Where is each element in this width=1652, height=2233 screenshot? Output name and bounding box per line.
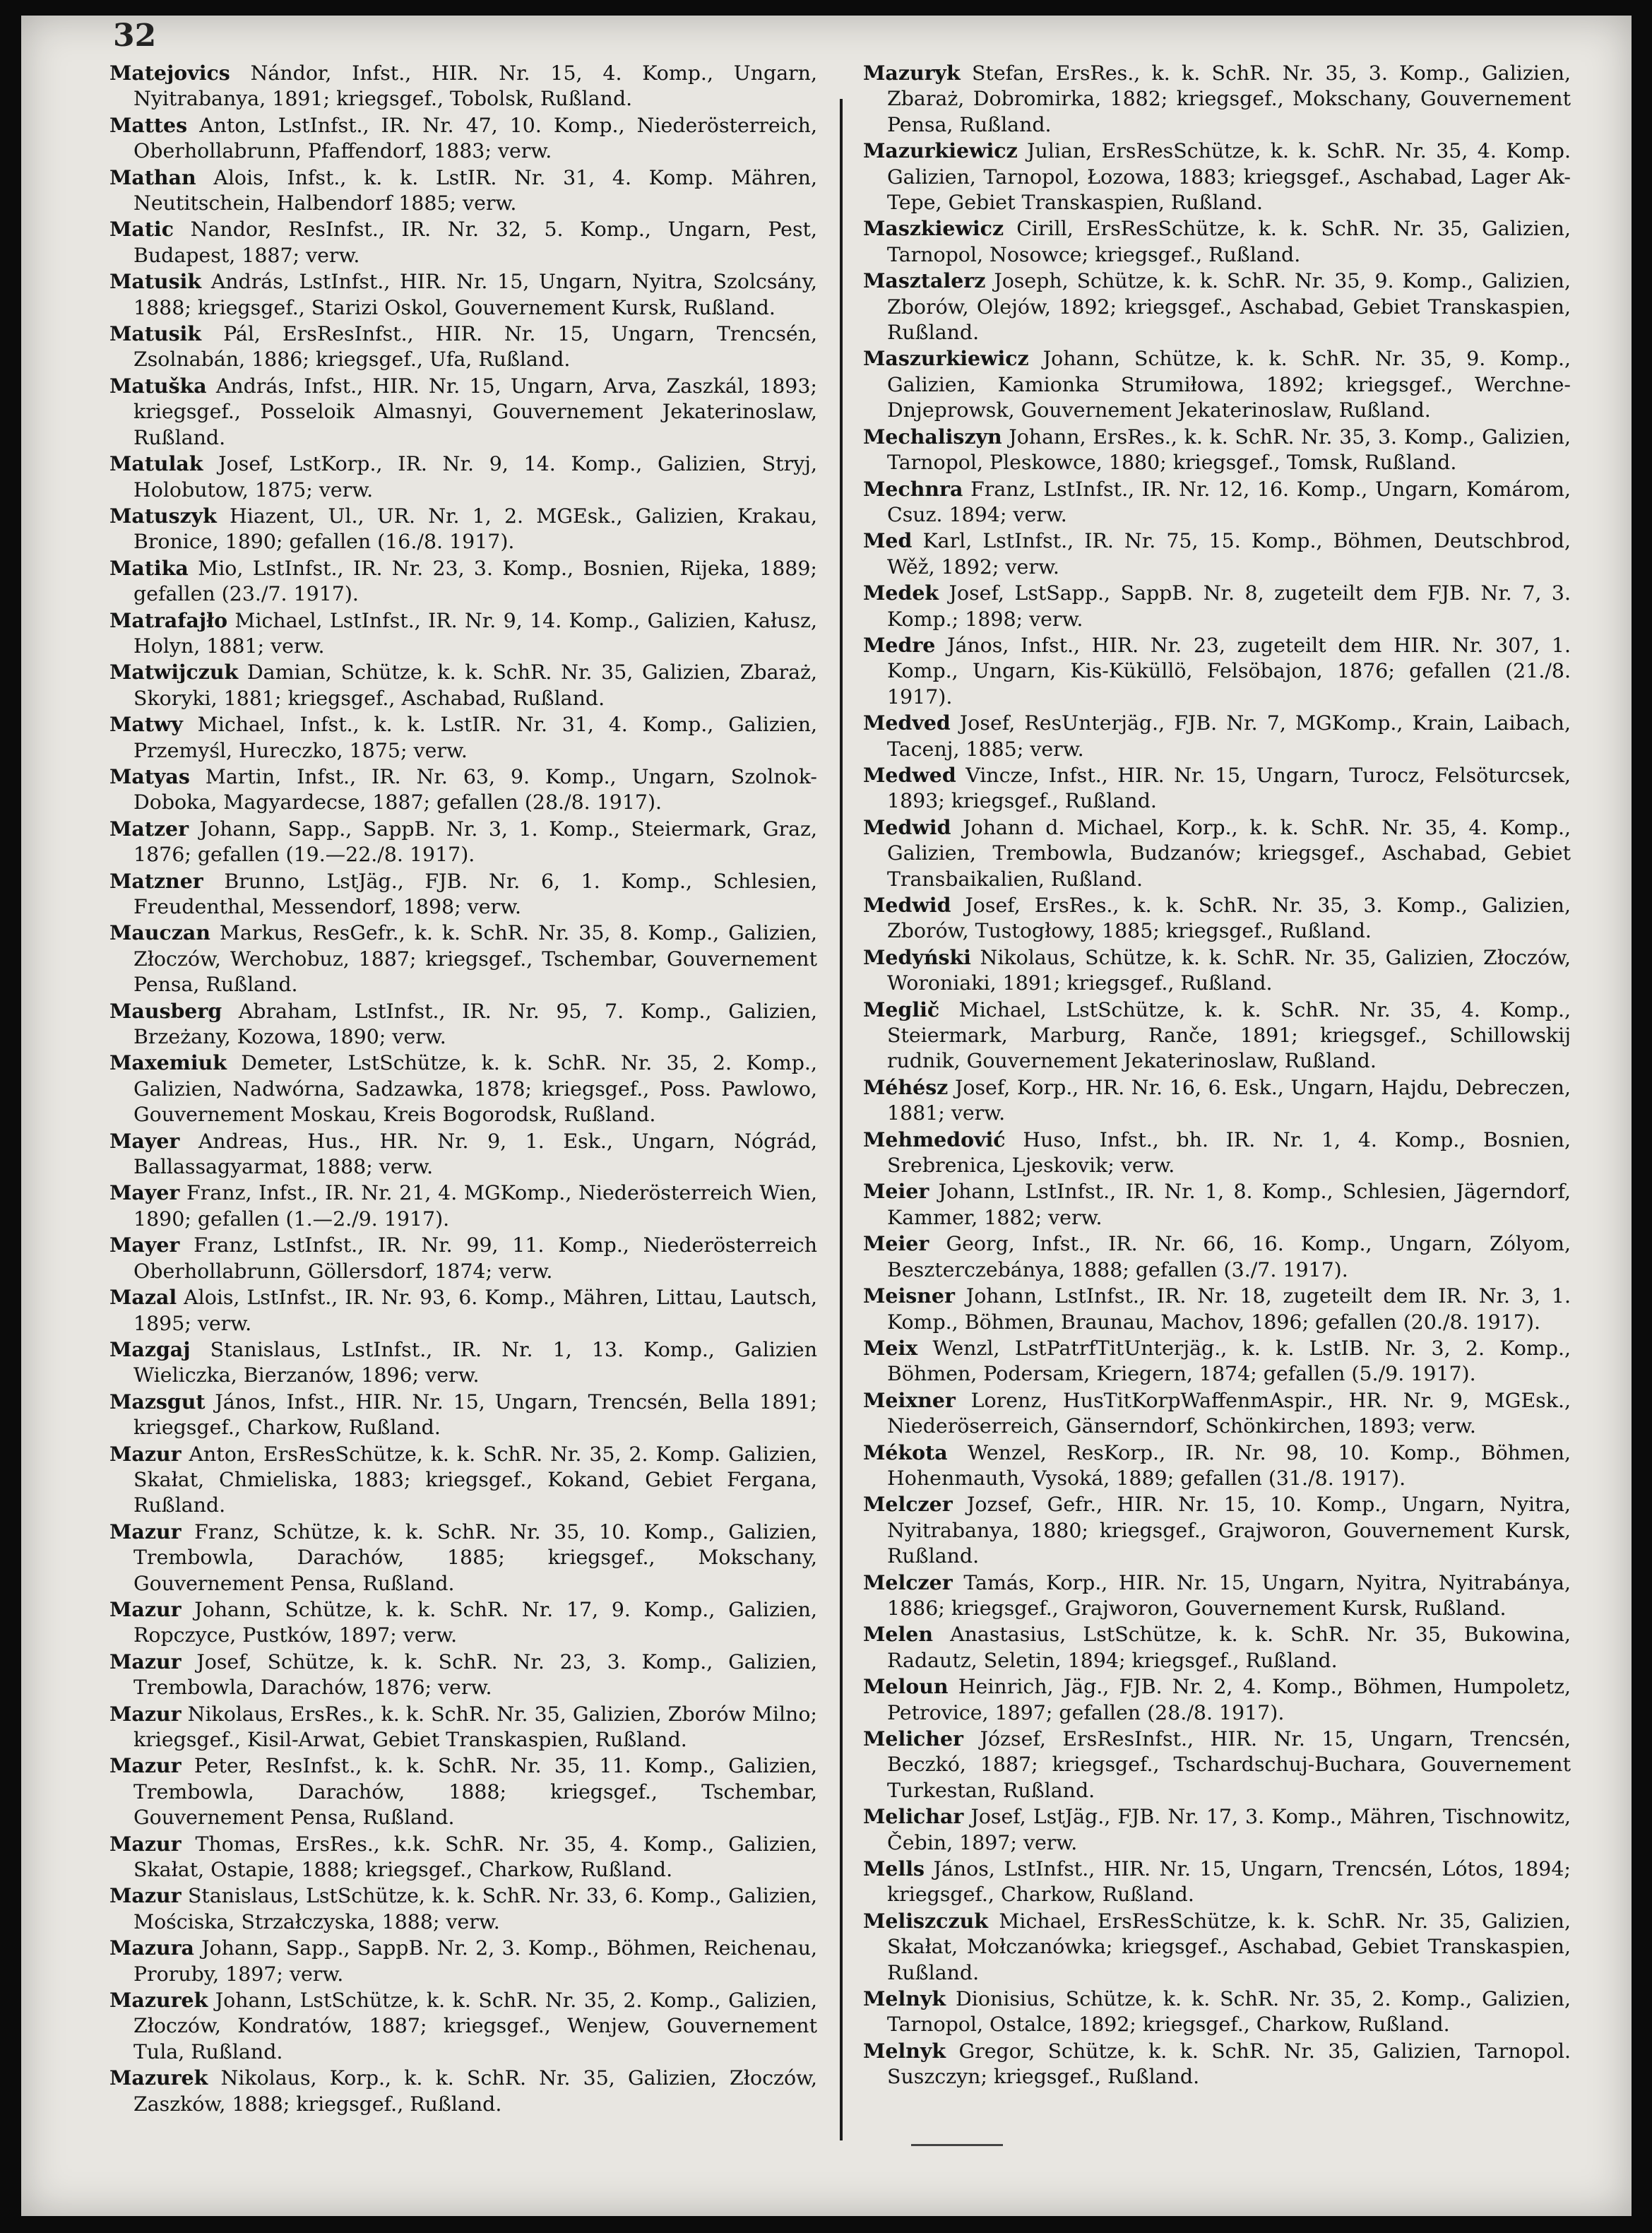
register-entry [863, 580, 1571, 632]
entry-surname: Mazur [109, 1649, 182, 1674]
entry-details: Cirill, ErsResSchütze, k. k. SchR. Nr. 35, Galizien, Tarnopol, Nosowce; kriegsgef., Rußland. [887, 217, 1571, 266]
entry-details: Lorenz, HusTitKorpWaffenmAspir., HR. Nr. 9, MGEsk., Niederöserreich, Gänserndorf, Schönkirchen, 1893; verw. [887, 1388, 1571, 1438]
entry-details: Abraham, LstInfst., IR. Nr. 95, 7. Komp., Galizien, Brzeżany, Kozowa, 1890; verw. [133, 999, 817, 1049]
right-column [863, 60, 1571, 2090]
register-entry [109, 1128, 817, 1180]
entry-details: Michael, ErsResSchütze, k. k. SchR. Nr. 35, Galizien, Skałat, Mołczanówka; kriegsgef., Aschabad, Gebiet Transkaspien, Rußland. [887, 1909, 1571, 1984]
register-entry [109, 60, 817, 112]
register-entry [863, 1231, 1571, 1283]
register-entry [863, 1491, 1571, 1569]
register-entry [109, 1519, 817, 1597]
entry-surname: Mayer [109, 1128, 180, 1153]
register-entry [863, 138, 1571, 215]
entry-details: Franz, Infst., IR. Nr. 21, 4. MGKomp., Niederösterreich Wien, 1890; gefallen (1.—2./9. 1917). [133, 1181, 817, 1231]
entry-details: Huso, Infst., bh. IR. Nr. 1, 4. Komp., Bosnien, Srebrenica, Ljeskovik; verw. [887, 1127, 1571, 1178]
entry-details: Nikolaus, Schütze, k. k. SchR. Nr. 35, Galizien, Złoczów, Woroniaki, 1891; kriegsgef., Rußland. [887, 945, 1571, 995]
register-entry [863, 1074, 1571, 1127]
entry-surname: Mazsgut [109, 1389, 206, 1414]
entry-surname: Melczer [863, 1492, 953, 1517]
entry-surname: Meloun [863, 1674, 949, 1699]
register-entry [109, 1831, 817, 1883]
register-entry [109, 503, 817, 555]
register-entry [863, 1986, 1571, 2038]
entry-surname: Melczer [863, 1570, 953, 1594]
entry-details: Johann, ErsRes., k. k. SchR. Nr. 35, 3. Komp., Galizien, Tarnopol, Pleskowce, 1880; kriegsgef., Tomsk, Rußland. [887, 425, 1571, 475]
register-entry [863, 1127, 1571, 1179]
entry-surname: Matusik [109, 321, 202, 346]
entry-details: Josef, LstKorp., IR. Nr. 9, 14. Komp., Galizien, Stryj, Holobutow, 1875; verw. [133, 452, 817, 502]
entry-surname: Mayer [109, 1233, 180, 1257]
entry-surname: Mausberg [109, 998, 222, 1023]
entry-details: Josef, ErsRes., k. k. SchR. Nr. 35, 3. Komp., Galizien, Zborów, Tustogłowy, 1885; kriegsgef., Rußland. [887, 894, 1571, 943]
entry-surname: Maszkiewicz [863, 216, 1004, 241]
entry-details: Stanislaus, LstInfst., IR. Nr. 1, 13. Komp., Galizien Wieliczka, Bierzanów, 1896; verw. [133, 1337, 817, 1387]
entry-surname: Mazgaj [109, 1337, 191, 1361]
entry-details: Gregor, Schütze, k. k. SchR. Nr. 35, Galizien, Tarnopol. Suszczyn; kriegsgef., Rußland. [887, 2039, 1571, 2089]
entry-details: Johann, Sapp., SappB. Nr. 3, 1. Komp., Steiermark, Graz, 1876; gefallen (19.—22./8. 1917). [133, 817, 817, 867]
entry-details: Alois, LstInfst., IR. Nr. 93, 6. Komp., Mähren, Littau, Lautsch, 1895; verw. [133, 1286, 818, 1335]
entry-details: Damian, Schütze, k. k. SchR. Nr. 35, Galizien, Zbaraż, Skoryki, 1881; kriegsgef., Aschabad, Rußland. [133, 661, 818, 710]
entry-details: Anton, LstInfst., IR. Nr. 47, 10. Komp., Niederösterreich, Oberhollabrunn, Pfaffendorf, 1883; verw. [133, 113, 817, 163]
register-entry [863, 2038, 1571, 2090]
entry-surname: Mazur [109, 1753, 182, 1778]
entry-surname: Meier [863, 1231, 929, 1256]
register-entry [863, 892, 1571, 944]
entry-surname: Mechnra [863, 476, 963, 501]
entry-surname: Mazurek [109, 2066, 208, 2090]
register-entry [109, 1753, 817, 1830]
register-entry [109, 764, 817, 816]
left-column [109, 60, 817, 2117]
register-entry [863, 632, 1571, 710]
entry-surname: Mechaliszyn [863, 424, 1002, 449]
entry-details: Nikolaus, Korp., k. k. SchR. Nr. 35, Galizien, Złoczów, Zaszków, 1888; kriegsgef., Rußland. [133, 2066, 817, 2116]
entry-details: Peter, ResInfst., k. k. SchR. Nr. 35, 11. Komp., Galizien, Trembowla, Darachów, 1888; kriegsgef., Tschembar, Gouvernement Pensa, Rußland. [133, 1754, 817, 1830]
entry-details: Pál, ErsResInfst., HIR. Nr. 15, Ungarn, Trencsén, Zsolnabán, 1886; kriegsgef., Ufa, Rußland. [133, 322, 817, 372]
register-entry [863, 1570, 1571, 1622]
page-number: 32 [113, 18, 157, 54]
register-entry [109, 2065, 817, 2117]
entry-details: Johann, Schütze, k. k. SchR. Nr. 17, 9. Komp., Galizien, Ropczyce, Pustków, 1897; verw. [133, 1597, 817, 1647]
entry-details: Stefan, ErsRes., k. k. SchR. Nr. 35, 3. Komp., Galizien, Zbaraż, Dobromirka, 1882; kriegsgef., Mokschany, Gouvernement Pensa, Rußland. [887, 61, 1571, 136]
entry-details: Mio, LstInfst., IR. Nr. 23, 3. Komp., Bosnien, Rijeka, 1889; gefallen (23./7. 1917). [133, 556, 817, 606]
entry-details: Anton, ErsResSchütze, k. k. SchR. Nr. 35, 2. Komp. Galizien, Skałat, Chmieliska, 1883; kriegsgef., Kokand, Gebiet Fergana, Rußland. [133, 1442, 817, 1517]
entry-surname: Medwed [863, 762, 956, 787]
entry-surname: Matejovics [109, 61, 230, 85]
register-entry [109, 1883, 817, 1935]
entry-details: András, LstInfst., HIR. Nr. 15, Ungarn, Nyitra, Szolcsány, 1888; kriegsgef., Starizi Oskol, Gouvernement Kursk, Rußland. [133, 270, 817, 319]
entry-details: János, LstInfst., HIR. Nr. 15, Ungarn, Trencsén, Lótos, 1894; kriegsgef., Charkow, Rußland. [887, 1857, 1571, 1907]
entry-details: Joseph, Schütze, k. k. SchR. Nr. 35, 9. Komp., Galizien, Zborów, Olejów, 1892; kriegsgef., Aschabad, Gebiet Transkaspien, Rußland. [887, 269, 1571, 345]
register-entry [109, 1649, 817, 1701]
entry-details: Johann, LstSchütze, k. k. SchR. Nr. 35, 2. Komp., Galizien, Złoczów, Kondratów, 1887; kriegsgef., Wenjew, Gouvernement Tula, Rußland. [133, 1989, 817, 2063]
entry-surname: Matic [109, 217, 174, 242]
register-entry [109, 1389, 817, 1441]
entry-surname: Meisner [863, 1284, 955, 1308]
entry-details: András, Infst., HIR. Nr. 15, Ungarn, Arva, Zaszkál, 1893; kriegsgef., Posseloik Almasnyi, Gouvernement Jekaterinoslaw, Rußland. [133, 374, 817, 449]
entry-surname: Mathan [109, 165, 196, 189]
register-entry [863, 815, 1571, 892]
entry-surname: Mazur [109, 1597, 182, 1621]
register-entry [863, 476, 1571, 528]
register-entry [863, 1283, 1571, 1335]
entry-details: Johann, Schütze, k. k. SchR. Nr. 35, 9. Komp., Galizien, Kamionka Strumiłowa, 1892; kriegsgef., Werchne-Dnjeprowsk, Gouvernement Jekaterinoslaw, Rußland. [887, 347, 1571, 422]
entry-surname: Melichar [863, 1804, 964, 1829]
register-entry [109, 555, 817, 608]
register-entry [863, 1726, 1571, 1803]
entry-surname: Maxemiuk [109, 1050, 227, 1075]
entry-details: Andreas, Hus., HR. Nr. 9, 1. Esk., Ungarn, Nógrád, Ballassagyarmat, 1888; verw. [133, 1129, 817, 1179]
entry-surname: Maszurkiewicz [863, 346, 1029, 371]
entry-surname: Mékota [863, 1440, 948, 1464]
entry-surname: Matzner [109, 868, 203, 893]
register-entry [109, 1987, 817, 2065]
entry-details: Martin, Infst., IR. Nr. 63, 9. Komp., Ungarn, Szolnok-Doboka, Magyardecse, 1887; gefallen (28./8. 1917). [133, 764, 817, 815]
entry-details: Jozsef, Gefr., HIR. Nr. 15, 10. Komp., Ungarn, Nyitra, Nyitrabanya, 1880; kriegsgef., Grajworon, Gouvernement Kursk, Rußland. [887, 1493, 1571, 1568]
entry-surname: Melicher [863, 1726, 964, 1751]
entry-details: Alois, Infst., k. k. LstIR. Nr. 31, 4. Komp. Mähren, Neutitschein, Halbendorf 1885; verw. [133, 165, 817, 215]
register-entry [863, 1621, 1571, 1674]
register-entry [863, 1803, 1571, 1856]
entry-details: Vincze, Infst., HIR. Nr. 15, Ungarn, Turocz, Felsöturcsek, 1893; kriegsgef., Rußland. [887, 763, 1571, 813]
entry-details: Anastasius, LstSchütze, k. k. SchR. Nr. 35, Bukowina, Radautz, Seletin, 1894; kriegsgef., Rußland. [887, 1623, 1571, 1672]
entry-surname: Medek [863, 581, 939, 605]
entry-details: Michael, LstInfst., IR. Nr. 9, 14. Komp., Galizien, Kałusz, Holyn, 1881; verw. [133, 608, 817, 658]
register-entry [863, 424, 1571, 476]
entry-surname: Mehmedović [863, 1127, 1006, 1151]
entry-details: Josef, LstJäg., FJB. Nr. 17, 3. Komp., Mähren, Tischnowitz, Čebin, 1897; verw. [887, 1805, 1571, 1854]
register-entry [109, 373, 817, 451]
entry-details: Tamás, Korp., HIR. Nr. 15, Ungarn, Nyitra, Nyitrabánya, 1886; kriegsgef., Grajworon, Gouvernement Kursk, Rußland. [887, 1570, 1571, 1620]
entry-surname: Matrafajło [109, 608, 228, 632]
entry-surname: Mazur [109, 1519, 182, 1544]
entry-details: Brunno, LstJäg., FJB. Nr. 6, 1. Komp., Schlesien, Freudenthal, Messendorf, 1898; verw. [133, 869, 817, 918]
register-entry [863, 762, 1571, 815]
entry-surname: Melnyk [863, 1986, 946, 2011]
entry-surname: Masztalerz [863, 268, 986, 293]
entry-surname: Meglič [863, 997, 940, 1021]
entry-details: Karl, LstInfst., IR. Nr. 75, 15. Komp., Böhmen, Deutschbrod, Wěž, 1892; verw. [887, 529, 1571, 579]
entry-surname: Mazur [109, 1831, 182, 1856]
entry-surname: Matyas [109, 764, 190, 788]
entry-details: Michael, Infst., k. k. LstIR. Nr. 31, 4. Komp., Galizien, Przemyśl, Hureczko, 1875; verw. [133, 713, 818, 762]
entry-surname: Med [863, 528, 913, 553]
register-entry [863, 1856, 1571, 1908]
entry-details: Franz, LstInfst., IR. Nr. 12, 16. Komp., Ungarn, Komárom, Csuz. 1894; verw. [887, 477, 1571, 526]
register-entry [109, 1597, 817, 1649]
entry-details: János, Infst., HIR. Nr. 15, Ungarn, Trencsén, Bella 1891; kriegsgef., Charkow, Rußland. [133, 1390, 817, 1440]
entry-surname: Medwid [863, 815, 951, 839]
entry-details: Nándor, Infst., HIR. Nr. 15, 4. Komp., Ungarn, Nyitrabanya, 1891; kriegsgef., Tobolsk, Rußland. [133, 61, 817, 111]
register-entry [109, 920, 817, 997]
entry-surname: Melen [863, 1622, 933, 1647]
entry-surname: Matzer [109, 816, 189, 841]
register-entry [109, 1935, 817, 1987]
end-mark [911, 2144, 1003, 2146]
register-entry [863, 1178, 1571, 1231]
register-entry [863, 1387, 1571, 1440]
entry-surname: Mazur [109, 1441, 182, 1466]
entry-surname: Matulak [109, 451, 203, 476]
register-entry [109, 1232, 817, 1284]
entry-surname: Mazurek [109, 1988, 208, 2013]
entry-details: Josef, Schütze, k. k. SchR. Nr. 23, 3. Komp., Galizien, Trembowla, Darachów, 1876; verw. [133, 1649, 818, 1700]
entry-surname: Mattes [109, 112, 188, 137]
entry-surname: Matwijczuk [109, 660, 239, 685]
register-entry [863, 1674, 1571, 1726]
entry-surname: Matuška [109, 373, 207, 398]
register-entry [109, 711, 817, 764]
entry-details: Georg, Infst., IR. Nr. 66, 16. Komp., Ungarn, Zólyom, Beszterczebánya, 1888; gefallen (3./7. 1917). [887, 1232, 1571, 1281]
entry-surname: Mells [863, 1856, 925, 1881]
register-entry [109, 216, 817, 268]
entry-surname: Matika [109, 555, 189, 580]
entry-details: Josef, ResUnterjäg., FJB. Nr. 7, MGKomp., Krain, Laibach, Tacenj, 1885; verw. [887, 711, 1571, 761]
entry-surname: Meier [863, 1179, 929, 1204]
entry-details: Johann, LstInfst., IR. Nr. 1, 8. Komp., Schlesien, Jägerndorf, Kammer, 1882; verw. [887, 1180, 1571, 1229]
entry-details: Heinrich, Jäg., FJB. Nr. 2, 4. Komp., Böhmen, Humpoletz, Petrovice, 1897; gefallen (28./8. 1917). [887, 1675, 1571, 1724]
entry-details: Johann, LstInfst., IR. Nr. 18, zugeteilt dem IR. Nr. 3, 1. Komp., Böhmen, Braunau, Machov, 1896; gefallen (20./8. 1917). [887, 1284, 1571, 1334]
entry-surname: Medre [863, 632, 936, 657]
entry-details: Franz, Schütze, k. k. SchR. Nr. 35, 10. Komp., Galizien, Trembowla, Darachów, 1885; kriegsgef., Mokschany, Gouvernement Pensa, Rußland. [133, 1520, 817, 1595]
register-entry [863, 997, 1571, 1074]
entry-surname: Méhész [863, 1074, 949, 1099]
entry-surname: Medyński [863, 944, 971, 969]
entry-surname: Matusik [109, 269, 202, 294]
entry-surname: Mazur [109, 1883, 182, 1908]
register-entry [863, 944, 1571, 997]
register-entry [109, 1337, 817, 1389]
register-entry [109, 1050, 817, 1127]
entry-details: Thomas, ErsRes., k.k. SchR. Nr. 35, 4. Komp., Galizien, Skałat, Ostapie, 1888; kriegsgef., Charkow, Rußland. [133, 1832, 817, 1882]
entry-surname: Mazura [109, 1936, 194, 1960]
entry-details: Johann d. Michael, Korp., k. k. SchR. Nr. 35, 4. Komp., Galizien, Trembowla, Budzanów; kriegsgef., Aschabad, Gebiet Transbaikalien, Rußland. [887, 815, 1571, 891]
entry-details: Stanislaus, LstSchütze, k. k. SchR. Nr. 33, 6. Komp., Galizien, Mościska, Strzałczyska, 1888; verw. [133, 1884, 817, 1933]
register-entry [863, 528, 1571, 580]
entry-details: Josef, Korp., HR. Nr. 16, 6. Esk., Ungarn, Hajdu, Debreczen, 1881; verw. [887, 1075, 1571, 1125]
entry-details: József, ErsResInfst., HIR. Nr. 15, Ungarn, Trencsén, Beczkó, 1887; kriegsgef., Tschardschuj-Buchara, Gouvernement Turkestan, Rußland. [887, 1727, 1571, 1802]
register-entry [863, 345, 1571, 423]
register-entry [109, 608, 817, 660]
register-entry [109, 998, 817, 1050]
entry-details: Julian, ErsResSchütze, k. k. SchR. Nr. 35, 4. Komp. Galizien, Tarnopol, Łozowa, 1883; kriegsgef., Aschabad, Lager Ak-Tepe, Gebiet Transkaspien, Rußland. [887, 139, 1571, 215]
register-entry [109, 321, 817, 373]
entry-details: Johann, Sapp., SappB. Nr. 2, 3. Komp., Böhmen, Reichenau, Proruby, 1897; verw. [133, 1936, 817, 1986]
register-entry [109, 868, 817, 920]
entry-surname: Melnyk [863, 2038, 946, 2063]
entry-surname: Matwy [109, 712, 183, 737]
entry-surname: Mauczan [109, 920, 210, 945]
register-entry [109, 1180, 817, 1232]
register-entry [863, 1335, 1571, 1387]
register-entry [109, 1284, 817, 1337]
register-entry [863, 60, 1571, 138]
entry-surname: Medwid [863, 893, 951, 917]
register-entry [863, 1908, 1571, 1986]
register-entry [863, 1440, 1571, 1492]
register-entry [109, 1441, 817, 1519]
entry-details: Markus, ResGefr., k. k. SchR. Nr. 35, 8. Komp., Galizien, Złoczów, Werchobuz, 1887; kriegsgef., Tschembar, Gouvernement Pensa, Rußland. [133, 921, 817, 997]
entry-details: Josef, LstSapp., SappB. Nr. 8, zugeteilt dem FJB. Nr. 7, 3. Komp.; 1898; verw. [887, 581, 1571, 631]
register-entry [109, 165, 817, 217]
entry-details: Wenzel, ResKorp., IR. Nr. 98, 10. Komp., Böhmen, Hohenmauth, Vysoká, 1889; gefallen (31./8. 1917). [887, 1440, 1571, 1490]
entry-surname: Mazur [109, 1701, 182, 1726]
entry-details: Wenzl, LstPatrfTitUnterjäg., k. k. LstIB. Nr. 3, 2. Komp., Böhmen, Podersam, Kriegern, 1874; gefallen (5./9. 1917). [887, 1336, 1571, 1386]
register-entry [109, 816, 817, 868]
register-entry [109, 659, 817, 711]
entry-surname: Matuszyk [109, 503, 217, 528]
register-entry [109, 112, 817, 165]
register-entry [863, 215, 1571, 268]
register-entry [863, 710, 1571, 762]
entry-details: Demeter, LstSchütze, k. k. SchR. Nr. 35, 2. Komp., Galizien, Nadwórna, Sadzawka, 1878; kriegsgef., Poss. Pawlowo, Gouvernement Moskau, Kreis Bogorodsk, Rußland. [133, 1051, 817, 1127]
entry-details: Michael, LstSchütze, k. k. SchR. Nr. 35, 4. Komp., Steiermark, Marburg, Ranče, 1891; kriegsgef., Schillowskij rudnik, Gouvernement Jekaterinoslaw, Rußland. [887, 997, 1571, 1073]
entry-details: Nandor, ResInfst., IR. Nr. 32, 5. Komp., Ungarn, Pest, Budapest, 1887; verw. [133, 218, 817, 267]
entry-details: Nikolaus, ErsRes., k. k. SchR. Nr. 35, Galizien, Zborów Milno; kriegsgef., Kisil-Arwat, Gebiet Transkaspien, Rußland. [133, 1702, 817, 1751]
entry-details: Franz, LstInfst., IR. Nr. 99, 11. Komp., Niederösterreich Oberhollabrunn, Göllersdorf, 1874; verw. [133, 1233, 817, 1283]
register-entry [109, 268, 817, 321]
register-entry [109, 1701, 817, 1753]
entry-surname: Mazuryk [863, 61, 961, 85]
column-divider [840, 99, 843, 2140]
entry-surname: Mazal [109, 1285, 177, 1310]
entry-details: János, Infst., HIR. Nr. 23, zugeteilt dem HIR. Nr. 307, 1. Komp., Ungarn, Kis-Küküllö, Felsöbajon, 1876; gefallen (21./8. 1917). [887, 633, 1571, 709]
entry-details: Hiazent, Ul., UR. Nr. 1, 2. MGEsk., Galizien, Krakau, Bronice, 1890; gefallen (16./8. 1917). [133, 504, 817, 554]
entry-surname: Mayer [109, 1180, 180, 1205]
entry-surname: Meliszczuk [863, 1908, 988, 1933]
entry-surname: Medved [863, 711, 951, 735]
entry-surname: Meixner [863, 1387, 956, 1412]
entry-surname: Mazurkiewicz [863, 138, 1018, 163]
entry-surname: Meix [863, 1335, 918, 1360]
entry-details: Dionisius, Schütze, k. k. SchR. Nr. 35, 2. Komp., Galizien, Tarnopol, Ostalce, 1892; kriegsgef., Charkow, Rußland. [887, 1987, 1571, 2037]
register-entry [863, 268, 1571, 345]
register-entry [109, 451, 817, 503]
